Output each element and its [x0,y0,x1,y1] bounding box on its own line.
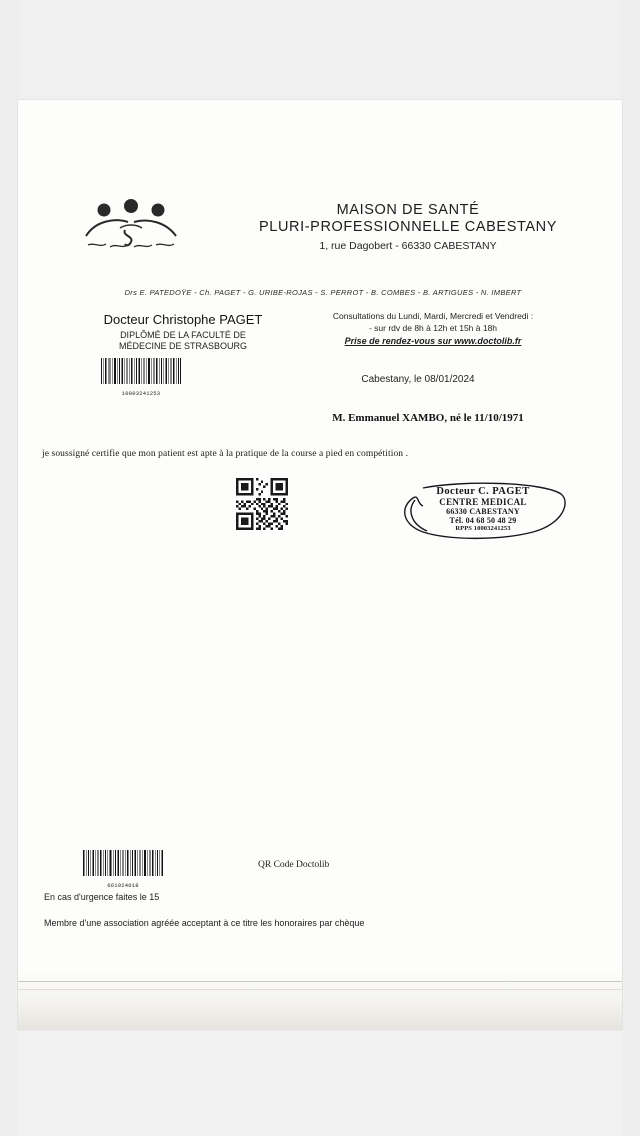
clinic-address: 1, rue Dagobert - 66330 CABESTANY [319,240,497,252]
sheet-fold-line [18,981,622,982]
background-band-bottom [0,1026,640,1136]
scanned-document-page [18,100,622,1030]
certificate-body-text: je soussigné certifie que mon patient est apte à la pratique de la course a pied en compétition . [42,449,409,459]
practitioner-name: Docteur Christophe PAGET [103,312,263,327]
barcode-top [100,358,182,397]
clinic-name-line1: MAISON DE SANTÉ [336,202,480,218]
doctor-stamp [393,480,573,544]
patient-identity: M. Emmanuel XAMBO, né le 11/10/1971 [332,412,524,424]
practitioner-degree-line1: DIPLÔMÉ DE LA FACULTÉ DE [120,330,246,340]
stamp-line-1: Docteur C. PAGET [436,486,530,497]
consultation-hours-line2: - sur rdv de 8h à 12h et 15h à 18h [368,323,498,333]
clinic-logo-icon [76,198,186,260]
stamp-line-2: CENTRE MEDICAL [439,497,527,507]
consultation-hours [283,310,583,334]
stamp-line-4: Tél. 04 68 50 48 29 [449,516,517,525]
background-band-left [0,0,18,1136]
doctor-stamp-text [393,486,573,532]
barcode-bottom [82,850,164,889]
barcode-bottom-number: 661024018 [107,882,139,889]
barcode-top-number: 10003241253 [121,390,161,397]
stamp-line-3: 66330 CABESTANY [446,507,520,516]
footer-membership-text: Membre d'une association agréée acceptant à ce titre les honoraires par chèque [44,918,365,928]
stamp-line-5: RPPS 10003241253 [455,525,511,532]
qr-code-image [236,478,288,530]
place-and-date: Cabestany, le 08/01/2024 [361,374,475,385]
background-band-top [0,0,640,100]
clinic-name [218,202,598,236]
footer-emergency-text: En cas d'urgence faites le 15 [44,892,160,902]
practitioner-degree-line2: MÉDECINE DE STRASBOURG [118,341,248,351]
clinic-name-line2: PLURI-PROFESSIONNELLE CABESTANY [259,219,557,235]
background-band-right [622,0,640,1136]
booking-link[interactable]: Prise de rendez-vous sur www.doctolib.fr [344,336,522,346]
sheet-fold-line-secondary [18,989,622,990]
consultation-hours-line1: Consultations du Lundi, Mardi, Mercredi et Vendredi : [332,311,534,321]
doctors-list: Drs E. PATEDOŸE - Ch. PAGET - G. URIBE-ROJAS - S. PERROT - B. COMBES - B. ARTIGUES - N. IMBERT [124,288,522,297]
practitioner-degree [63,330,303,352]
qr-code-caption: QR Code Doctolib [258,860,330,870]
